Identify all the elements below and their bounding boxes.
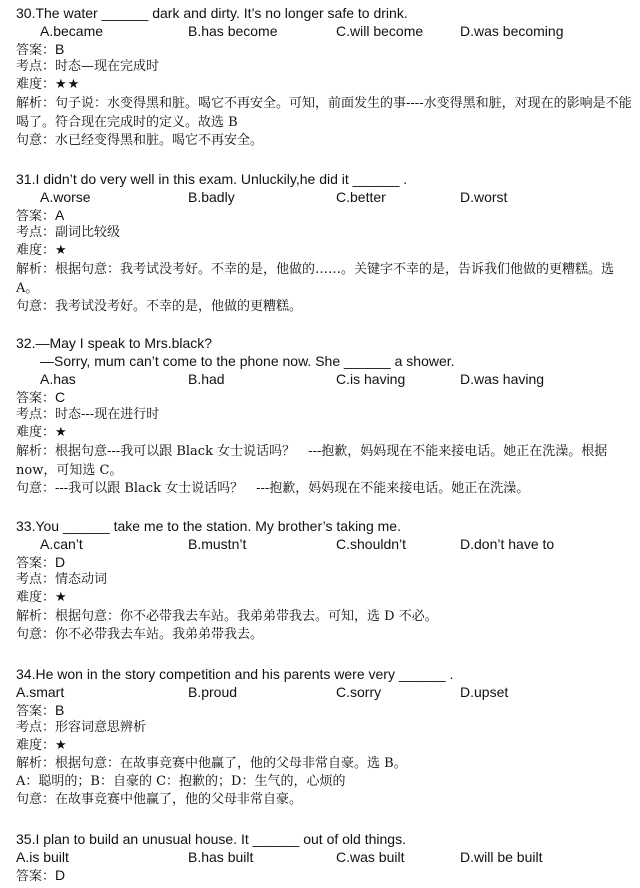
question-stem: 30.The water ______ dark and dirty. It’s no longer safe to drink. <box>16 5 408 21</box>
difficulty-line: 难度：★ <box>16 590 68 605</box>
meaning-text: 我考试没考好。不幸的是，他做的更糟糕。 <box>55 299 303 314</box>
question-stem: 34.He won in the story competition and his parents were very ______ . <box>16 666 454 682</box>
point-value: 时态—现在完成时 <box>55 59 160 74</box>
analysis-block: 解析：根据句意---我可以跟 Black 女士说话吗？ ---抱歉，妈妈现在不能来接电话。她正在洗澡。根据 now，可知选 C。 <box>16 444 608 478</box>
option-c: C.shouldn’t <box>336 536 407 552</box>
option-b: B.had <box>188 371 225 387</box>
meaning-text: ---我可以跟 Black 女士说话吗？ ---抱歉，妈妈现在不能来接电话。她正在洗澡。 <box>55 481 530 496</box>
answer-value: B <box>55 41 65 57</box>
point-line: 考点：时态—现在完成时 <box>16 59 160 74</box>
analysis-block: 解析：根据句意：我考试没考好。不幸的是，他做的……。关键字不幸的是，告诉我们他做的更糟糕。选 A。 <box>16 262 615 296</box>
analysis-text: 根据句意：你不必带我去车站。我弟弟带我去。可知，选 D 不必。 <box>55 609 438 624</box>
point-value: 情态动词 <box>55 572 108 587</box>
question-35 <box>16 830 632 884</box>
meaning-line: 句意：我考试没考好。不幸的是，他做的更糟糕。 <box>16 299 303 314</box>
question-stem: 35.I plan to build an unusual house. It ______ out of old things. <box>16 831 406 847</box>
answer-line: 答案：B <box>16 41 65 58</box>
options-row <box>16 535 632 553</box>
option-c: C.will become <box>336 23 424 39</box>
point-value: 时态---现在进行时 <box>55 407 160 422</box>
difficulty-line: 难度：★ <box>16 243 68 258</box>
difficulty-stars: ★ <box>55 738 68 753</box>
question-33 <box>16 517 632 644</box>
options-row <box>16 683 632 701</box>
question-30 <box>16 4 632 150</box>
meaning-line: 句意：水已经变得黑和脏。喝它不再安全。 <box>16 133 264 148</box>
options-row <box>16 188 632 206</box>
difficulty-line: 难度：★ <box>16 738 68 753</box>
option-a: A.can’t <box>40 536 83 552</box>
answer-line: 答案：B <box>16 702 65 719</box>
answer-value: B <box>55 702 65 718</box>
options-row <box>16 370 632 388</box>
answer-line: 答案：C <box>16 389 66 406</box>
point-line: 考点：形容词意思辨析 <box>16 720 147 735</box>
option-a: A.smart <box>16 684 65 700</box>
options-row <box>16 848 632 866</box>
answer-line: 答案：D <box>16 867 66 884</box>
difficulty-stars: ★ <box>55 243 68 258</box>
answer-line: 答案：D <box>16 554 66 571</box>
options-row <box>16 22 632 40</box>
meaning-line: 句意：---我可以跟 Black 女士说话吗？ ---抱歉，妈妈现在不能来接电话。她正在洗澡。 <box>16 481 530 496</box>
answer-value: A <box>55 207 65 223</box>
analysis-text: 根据句意---我可以跟 Black 女士说话吗？ ---抱歉，妈妈现在不能来接电话。她正在洗澡。根据 now，可知选 C。 <box>16 444 608 478</box>
option-b: B.has become <box>188 23 278 39</box>
option-c: C.better <box>336 189 386 205</box>
meaning-line: 句意：在故事竞赛中他赢了，他的父母非常自豪。 <box>16 792 303 807</box>
question-34 <box>16 665 632 809</box>
difficulty-stars: ★★ <box>55 77 81 92</box>
point-value: 副词比较级 <box>55 225 121 240</box>
question-stem: 33.You ______ take me to the station. My brother’s taking me. <box>16 518 401 534</box>
point-value: 形容词意思辨析 <box>55 720 147 735</box>
option-d: D.don’t have to <box>460 536 555 552</box>
analysis-text: 根据句意：我考试没考好。不幸的是，他做的……。关键字不幸的是，告诉我们他做的更糟糕。选 A。 <box>16 262 615 296</box>
option-c: C.sorry <box>336 684 382 700</box>
option-b: B.mustn’t <box>188 536 247 552</box>
point-line: 考点：副词比较级 <box>16 225 121 240</box>
option-b: B.has built <box>188 849 254 865</box>
question-stem: 32.—May I speak to Mrs.black? <box>16 335 213 351</box>
option-d: D.will be built <box>460 849 543 865</box>
options-gloss: A：聪明的；B：自豪的 C：抱歉的；D：生气的，心烦的 <box>16 774 346 789</box>
analysis-text: 句子说：水变得黑和脏。喝它不再安全。可知，前面发生的事----水变得黑和脏，对现在的影响是不能喝了。符合现在完成时的定义。故选 B <box>16 96 632 130</box>
difficulty-line: 难度：★★ <box>16 77 81 92</box>
option-d: D.was having <box>460 371 545 387</box>
meaning-text: 在故事竞赛中他赢了，他的父母非常自豪。 <box>55 792 303 807</box>
meaning-text: 水已经变得黑和脏。喝它不再安全。 <box>55 133 264 148</box>
option-d: D.was becoming <box>460 23 564 39</box>
question-31 <box>16 170 632 316</box>
answer-value: D <box>55 554 66 570</box>
point-line: 考点：情态动词 <box>16 572 108 587</box>
meaning-line: 句意：你不必带我去车站。我弟弟带我去。 <box>16 627 264 642</box>
difficulty-stars: ★ <box>55 425 68 440</box>
option-a: A.is built <box>16 849 69 865</box>
question-stem: 31.I didn’t do very well in this exam. Unluckily,he did it ______ . <box>16 171 408 187</box>
option-c: C.was built <box>336 849 405 865</box>
analysis-block: 解析：句子说：水变得黑和脏。喝它不再安全。可知，前面发生的事----水变得黑和脏，对现在的影响是不能喝了。符合现在完成时的定义。故选 B <box>16 96 632 130</box>
difficulty-stars: ★ <box>55 590 68 605</box>
option-a: A.worse <box>40 189 91 205</box>
answer-value: D <box>55 867 66 883</box>
analysis-text: 根据句意：在故事竞赛中他赢了，他的父母非常自豪。选 B。 <box>55 756 407 771</box>
option-a: A.became <box>40 23 104 39</box>
option-b: B.badly <box>188 189 235 205</box>
question-32 <box>16 334 632 498</box>
option-c: C.is having <box>336 371 406 387</box>
option-a: A.has <box>40 371 76 387</box>
analysis-block: 解析：根据句意：你不必带我去车站。我弟弟带我去。可知，选 D 不必。 <box>16 609 438 624</box>
meaning-text: 你不必带我去车站。我弟弟带我去。 <box>55 627 264 642</box>
analysis-block: 解析：根据句意：在故事竞赛中他赢了，他的父母非常自豪。选 B。 <box>16 756 407 771</box>
difficulty-line: 难度：★ <box>16 425 68 440</box>
option-b: B.proud <box>188 684 238 700</box>
point-line: 考点：时态---现在进行时 <box>16 407 160 422</box>
option-d: D.upset <box>460 684 509 700</box>
answer-value: C <box>55 389 66 405</box>
question-stem-reply: —Sorry, mum can’t come to the phone now. She ______ a shower. <box>40 353 455 369</box>
answer-line: 答案：A <box>16 207 65 224</box>
option-d: D.worst <box>460 189 508 205</box>
